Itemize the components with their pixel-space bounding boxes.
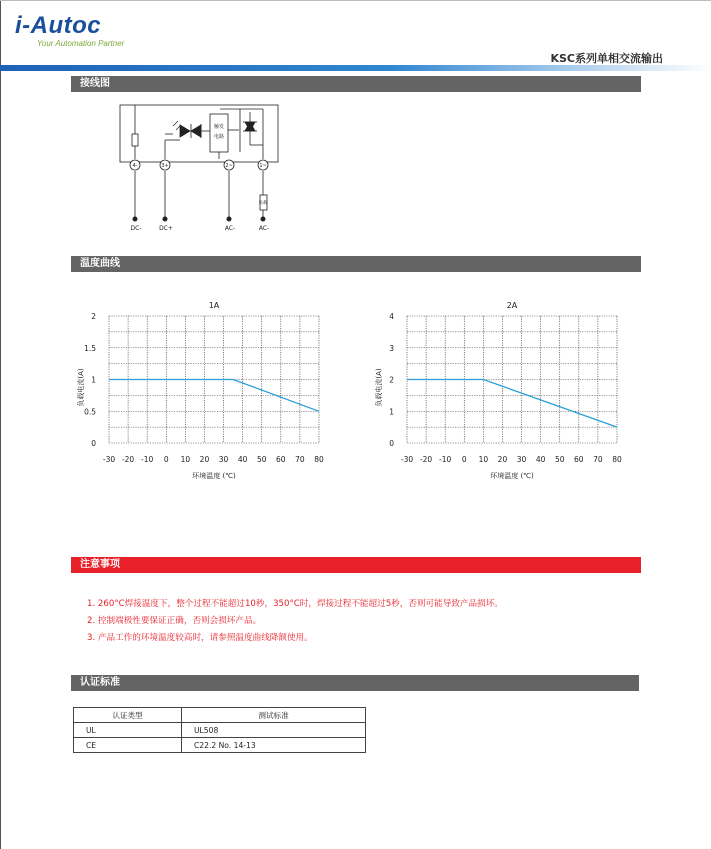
y-axis-label: 负载电流(A) xyxy=(375,368,383,407)
y-tick-label: 2 xyxy=(91,312,96,321)
y-tick-label: 2 xyxy=(389,375,394,385)
page-border-top xyxy=(0,0,711,1)
y-tick-label: 4 xyxy=(389,312,394,321)
x-tick-label: 60 xyxy=(574,455,584,464)
x-tick-label: -10 xyxy=(439,455,452,464)
terminal-label: AC- xyxy=(258,225,270,232)
brand-tagline: Your Automation Partner xyxy=(37,39,125,48)
x-tick-label: -10 xyxy=(141,455,154,464)
x-tick-label: 30 xyxy=(218,455,229,464)
y-tick-label: 0 xyxy=(389,439,394,448)
terminal-label: AC- xyxy=(224,225,236,232)
section-title-temperature: 温度曲线 xyxy=(71,256,641,272)
table-cell: UL508 xyxy=(182,723,366,738)
x-tick-label: 20 xyxy=(199,455,210,464)
note-item: 2. 控制端极性要保证正确，否则会损坏产品。 xyxy=(87,616,262,626)
x-tick-label: 50 xyxy=(256,455,267,464)
x-tick-label: -20 xyxy=(121,455,135,464)
x-tick-label: 0 xyxy=(163,455,169,464)
table-header-cell: 测试标准 xyxy=(182,708,366,723)
temperature-chart-1a xyxy=(70,297,345,487)
x-tick-label: 30 xyxy=(516,455,527,464)
x-tick-label: 50 xyxy=(554,455,565,464)
x-tick-label: 80 xyxy=(612,455,622,464)
table-header-row xyxy=(74,708,366,723)
table-row xyxy=(74,738,366,753)
x-tick-label: 40 xyxy=(535,455,546,464)
y-tick-label: 1 xyxy=(389,407,394,417)
x-tick-label: -30 xyxy=(102,455,116,464)
section-title-certification: 认证标准 xyxy=(71,675,639,691)
terminal-label: DC+ xyxy=(159,225,173,232)
x-tick-label: 20 xyxy=(497,455,508,464)
x-axis-label: 环境温度 (℃) xyxy=(490,472,534,480)
terminal-label: DC- xyxy=(130,225,142,232)
table-cell: C22.2 No. 14-13 xyxy=(182,738,366,753)
terminal-dot xyxy=(163,217,168,222)
table-header-cell: 认证类型 xyxy=(74,708,182,723)
y-tick-label: 3 xyxy=(389,343,394,353)
pin-label: 2~ xyxy=(225,163,233,169)
trigger-circuit-label: 触发 xyxy=(213,124,225,130)
table-cell: UL xyxy=(74,723,182,738)
header-gradient-bar xyxy=(0,65,711,71)
note-item: 1. 260°C焊接温度下，整个过程不能超过10秒，350°C时，焊接过程不能超过5秒，否则可能导致产品损坏。 xyxy=(87,599,503,609)
section-title-wiring: 接线图 xyxy=(71,76,641,92)
chart-title: 1A xyxy=(208,301,220,310)
pin-label: 1~ xyxy=(259,163,267,169)
section-title-notes: 注意事项 xyxy=(71,557,641,573)
x-tick-label: 70 xyxy=(593,455,603,464)
pin-label: 3+ xyxy=(161,163,169,169)
x-axis-label: 环境温度 (℃) xyxy=(192,472,236,480)
note-item: 3. 产品工作的环境温度较高时，请参照温度曲线降额使用。 xyxy=(87,633,313,643)
x-tick-label: 70 xyxy=(295,455,305,464)
wiring-diagram xyxy=(115,100,290,235)
y-axis-label: 负载电流(A) xyxy=(77,368,85,407)
notes-list xyxy=(87,596,503,647)
x-tick-label: 40 xyxy=(237,455,248,464)
y-tick-label: 1.5 xyxy=(84,343,96,353)
x-tick-label: 60 xyxy=(276,455,286,464)
table-row xyxy=(74,723,366,738)
x-tick-label: 80 xyxy=(314,455,324,464)
terminal-dot xyxy=(227,217,232,222)
terminal-dot xyxy=(261,217,266,222)
temperature-chart-2a xyxy=(368,297,643,487)
document-title: KSC系列单相交流输出 xyxy=(550,52,663,65)
page-border-left xyxy=(0,0,1,849)
load-label: 负载 xyxy=(258,201,268,206)
brand-name: i-Autoc xyxy=(15,12,102,39)
brand-logo xyxy=(15,14,124,48)
x-tick-label: -30 xyxy=(400,455,414,464)
table-cell: CE xyxy=(74,738,182,753)
pin-label: 4- xyxy=(132,163,138,169)
x-tick-label: 10 xyxy=(478,455,489,464)
y-tick-label: 1 xyxy=(91,375,96,385)
certification-table xyxy=(73,707,366,753)
y-tick-label: 0 xyxy=(91,439,96,448)
chart-title: 2A xyxy=(506,301,518,310)
x-tick-label: 0 xyxy=(461,455,467,464)
x-tick-label: -20 xyxy=(419,455,433,464)
series-line xyxy=(407,380,617,428)
terminal-dot xyxy=(133,217,138,222)
trigger-circuit-label: 电路 xyxy=(213,134,225,140)
x-tick-label: 10 xyxy=(180,455,191,464)
y-tick-label: 0.5 xyxy=(84,407,96,417)
